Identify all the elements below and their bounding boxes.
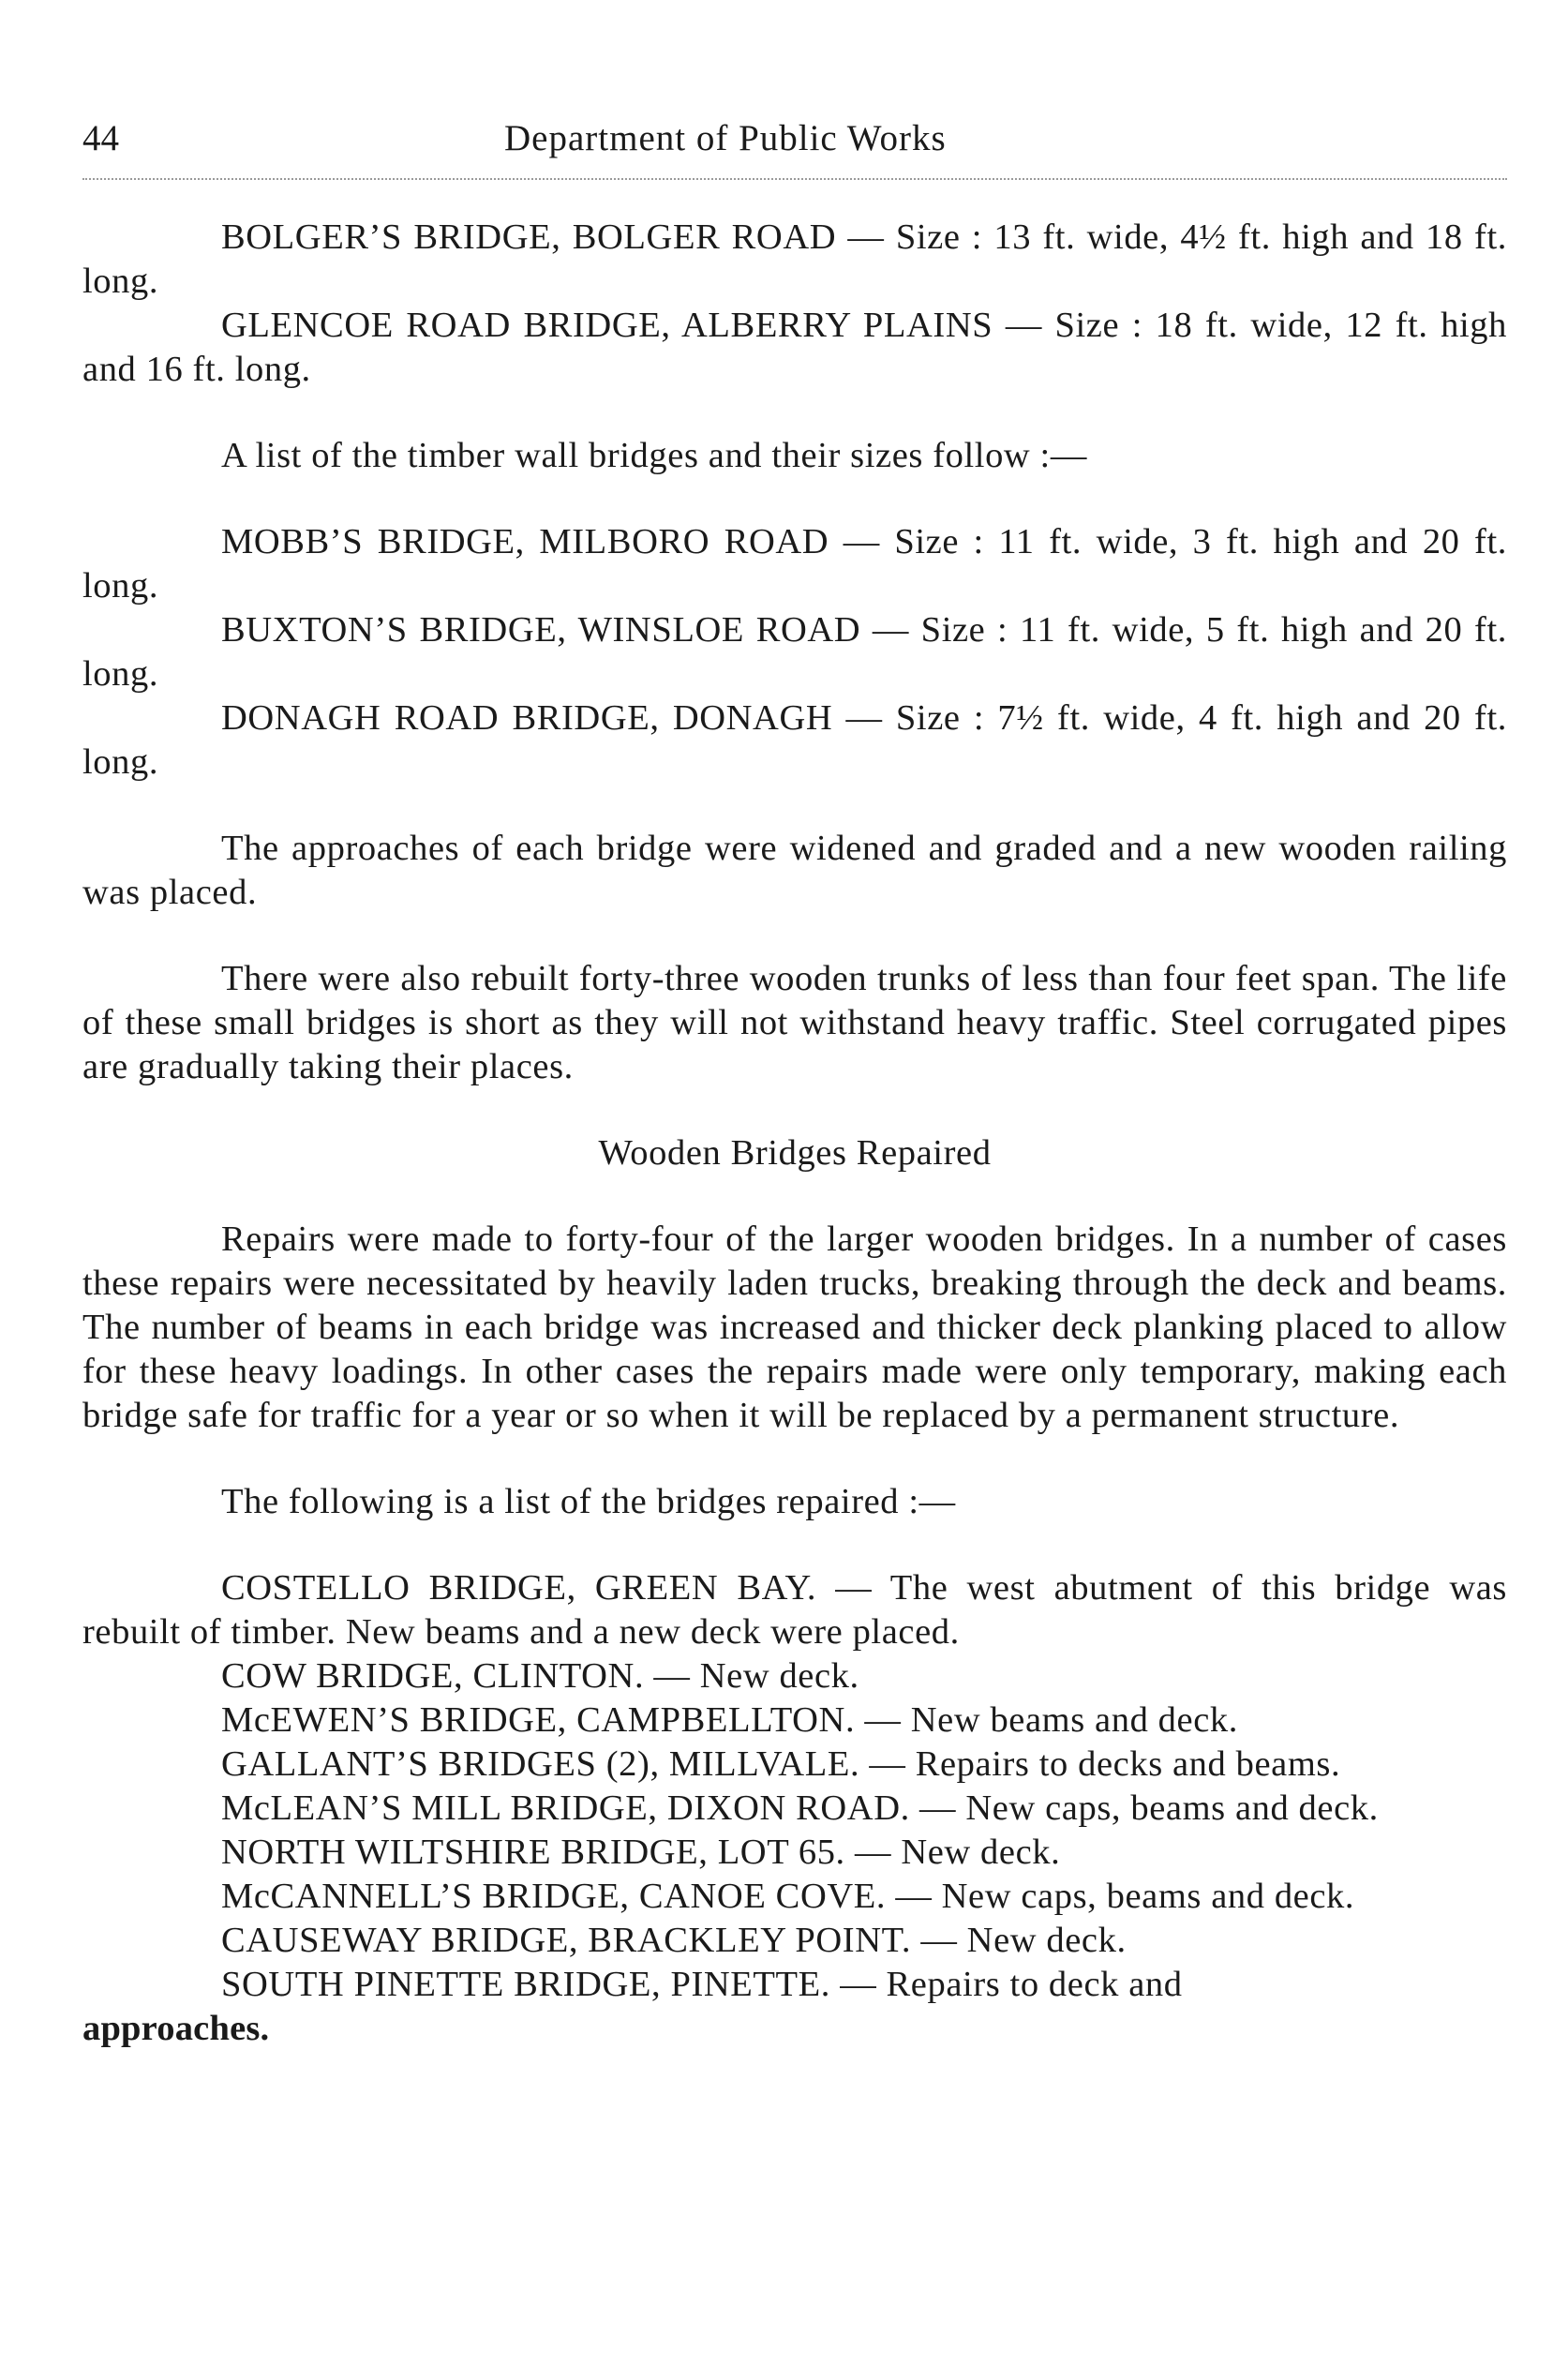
bridge-entry: BOLGER’S BRIDGE, BOLGER ROAD — Size : 13 ft. wide, 4½ ft. high and 18 ft. long. xyxy=(82,217,1507,301)
repairs-paragraph: Repairs were made to forty-four of the larger wooden bridges. In a number of cases these repairs were necessitated by heavily laden trucks, breaking through the deck and beams. The number of beams in each bridge was increased and thicker deck planking placed to allow for these heavy loadings. In other cases the repairs made were only temporary, making each bridge safe for traffic for a year or so when it will be replaced by a permanent structure. xyxy=(82,1219,1507,1435)
repaired-bridge-entry: GALLANT’S BRIDGES (2), MILLVALE. — Repairs to decks and beams. xyxy=(221,1744,1341,1784)
bridge-entry: GLENCOE ROAD BRIDGE, ALBERRY PLAINS — Size : 18 ft. wide, 12 ft. high and 16 ft. long. xyxy=(82,306,1507,389)
repaired-bridge-entry: McLEAN’S MILL BRIDGE, DIXON ROAD. — New caps, beams and deck. xyxy=(221,1788,1379,1828)
timber-bridge-entry: BUXTON’S BRIDGE, WINSLOE ROAD — Size : 11 ft. wide, 5 ft. high and 20 ft. long. xyxy=(82,610,1507,694)
repaired-bridge-entry: SOUTH PINETTE BRIDGE, PINETTE. — Repairs to deck and xyxy=(221,1965,1183,2004)
repaired-bridge-entry: McEWEN’S BRIDGE, CAMPBELLTON. — New beams and deck. xyxy=(221,1700,1238,1740)
repaired-bridge-entry: CAUSEWAY BRIDGE, BRACKLEY POINT. — New deck. xyxy=(221,1921,1127,1960)
approaches-paragraph: The approaches of each bridge were widened and graded and a new wooden railing was placed. xyxy=(82,829,1507,912)
repaired-bridge-entry: COW BRIDGE, CLINTON. — New deck. xyxy=(221,1656,859,1696)
repaired-list-intro: The following is a list of the bridges repaired :— xyxy=(221,1482,956,1521)
trunks-paragraph: There were also rebuilt forty-three wooden trunks of less than four feet span. The life of these small bridges is short as they will not withstand heavy traffic. Steel corrugated pipes are gradually taking their places. xyxy=(82,959,1507,1086)
timber-bridge-entry: DONAGH ROAD BRIDGE, DONAGH — Size : 7½ ft. wide, 4 ft. high and 20 ft. long. xyxy=(82,698,1507,782)
header-rule xyxy=(82,178,1507,180)
page-header xyxy=(82,111,1507,167)
section-heading: Wooden Bridges Repaired xyxy=(598,1133,992,1173)
final-line: approaches. xyxy=(82,2009,270,2048)
page-body xyxy=(82,216,1507,2051)
page-number: 44 xyxy=(82,118,119,158)
repaired-bridge-entry: COSTELLO BRIDGE, GREEN BAY. — The west abutment of this bridge was rebuilt of timber. New beams and a new deck were placed. xyxy=(82,1568,1507,1652)
repaired-bridge-entry: NORTH WILTSHIRE BRIDGE, LOT 65. — New deck. xyxy=(221,1833,1061,1872)
running-title: Department of Public Works xyxy=(504,118,947,158)
repaired-bridge-entry: McCANNELL’S BRIDGE, CANOE COVE. — New caps, beams and deck. xyxy=(221,1877,1355,1916)
timber-list-intro: A list of the timber wall bridges and their sizes follow :— xyxy=(221,436,1087,475)
timber-bridge-entry: MOBB’S BRIDGE, MILBORO ROAD — Size : 11 ft. wide, 3 ft. high and 20 ft. long. xyxy=(82,522,1507,606)
